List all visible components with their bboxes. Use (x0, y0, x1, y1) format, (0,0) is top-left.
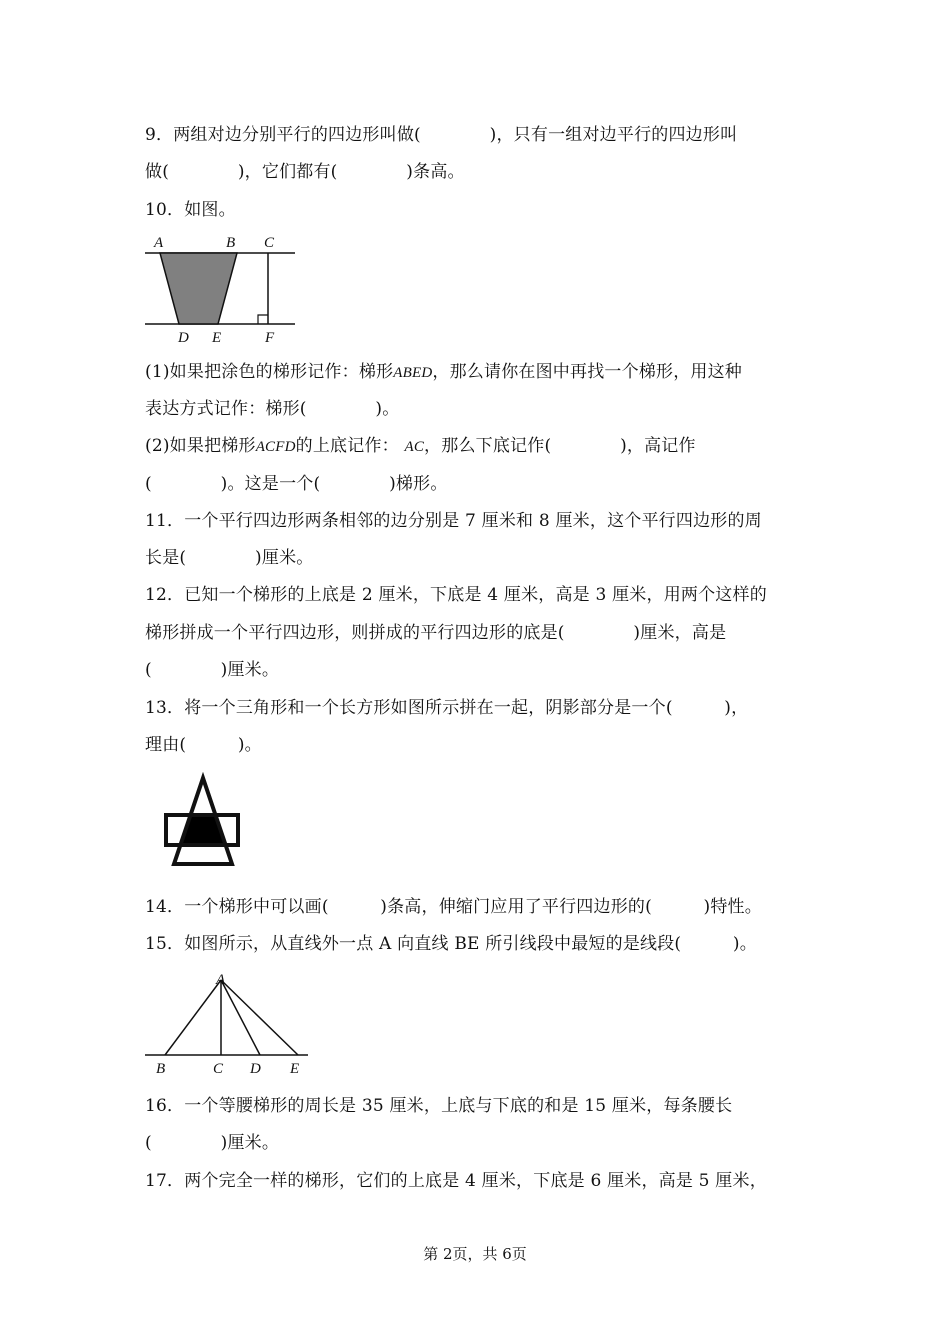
q16-line1: 16．一个等腰梯形的周长是 35 厘米，上底与下底的和是 15 厘米，每条腰长 (145, 1096, 733, 1116)
q12-line2: 梯形拼成一个平行四边形，则拼成的平行四边形的底是( )厘米，高是 (145, 623, 727, 643)
trapezoid-figure (140, 230, 305, 348)
q9-line1: 9．两组对边分别平行的四边形叫做( )，只有一组对边平行的四边形叫 (145, 125, 738, 145)
q12-line1: 12．已知一个梯形的上底是 2 厘米，下底是 4 厘米，高是 3 厘米，用两个这样的 (145, 585, 767, 605)
shaded-region (174, 778, 232, 864)
q13-line2: 理由( )。 (145, 735, 262, 755)
lines-from-point-figure (140, 968, 315, 1080)
label-A: A (216, 972, 226, 988)
right-angle-mark (258, 315, 268, 324)
label-A: A (154, 235, 164, 251)
q11-line2: 长是( )厘米。 (145, 548, 314, 568)
page-footer: 第 2页，共 6页 (423, 1245, 527, 1263)
q16-line2: ( )厘米。 (145, 1133, 280, 1153)
shaded-trapezoid (160, 253, 237, 324)
q15-line1: 15．如图所示，从直线外一点 A 向直线 BE 所引线段中最短的是线段( )。 (145, 934, 757, 954)
triangle-rectangle-figure (160, 772, 245, 870)
q13-line1: 13．将一个三角形和一个长方形如图所示拼在一起，阴影部分是一个( )， (145, 698, 749, 718)
label-F: F (265, 330, 275, 346)
q10-part2-line1: (2)如果把梯形ACFD的上底记作： AC，那么下底记作( )，高记作 (145, 436, 696, 456)
label-B: B (226, 235, 236, 251)
q10-part1-line2: 表达方式记作：梯形( )。 (145, 399, 400, 419)
trapezoid-name-abed: ABED (393, 365, 433, 381)
segment-ac: AC (404, 439, 425, 455)
label-B: B (156, 1061, 166, 1077)
label-C: C (264, 235, 275, 251)
q12-line3: ( )厘米。 (145, 660, 280, 680)
label-C: C (213, 1061, 224, 1077)
q10-part2-line2: ( )。这是一个( )梯形。 (145, 474, 448, 494)
q14-line1: 14．一个梯形中可以画( )条高，伸缩门应用了平行四边形的( )特性。 (145, 897, 762, 917)
q10-line1: 10．如图。 (145, 200, 236, 220)
q9-line2: 做( )，它们都有( )条高。 (145, 162, 465, 182)
q10-part1-line1: (1)如果把涂色的梯形记作：梯形ABED，那么请你在图中再找一个梯形，用这种 (145, 362, 743, 382)
label-E: E (290, 1061, 300, 1077)
q17-line1: 17．两个完全一样的梯形，它们的上底是 4 厘米，下底是 6 厘米，高是 5 厘米， (145, 1171, 767, 1191)
label-D: D (250, 1061, 261, 1077)
label-E: E (212, 330, 222, 346)
q11-line1: 11．一个平行四边形两条相邻的边分别是 7 厘米和 8 厘米，这个平行四边形的周 (145, 511, 762, 531)
label-D: D (178, 330, 189, 346)
trapezoid-name-acfd: ACFD (255, 439, 296, 455)
